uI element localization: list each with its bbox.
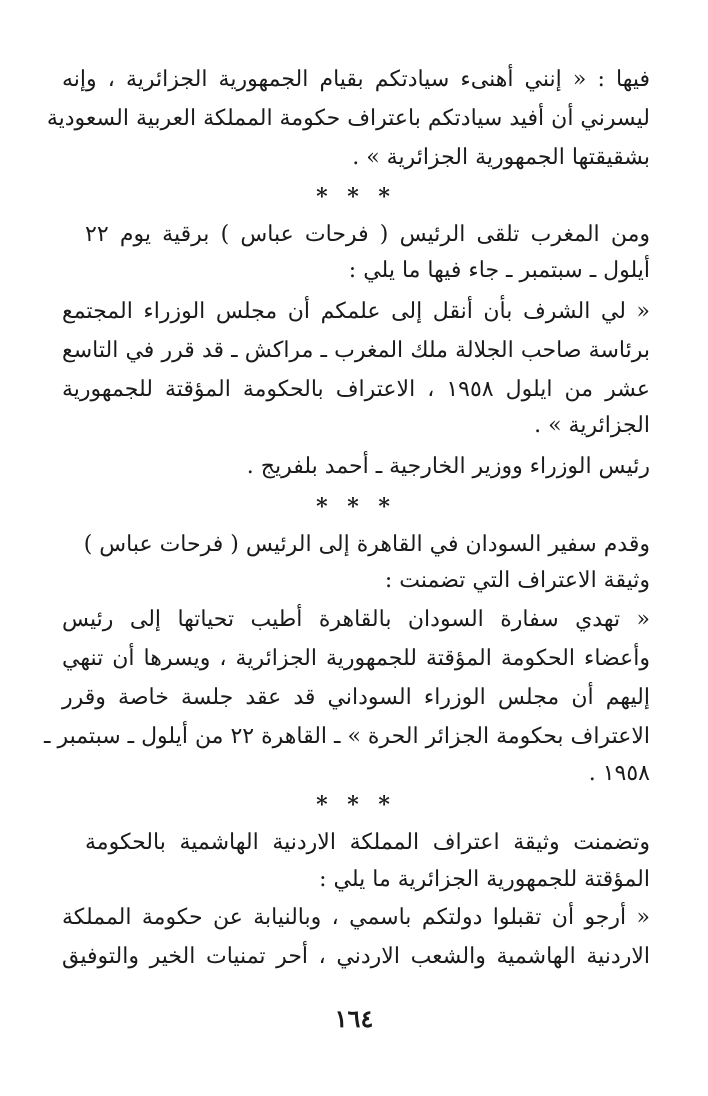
section-separator: * * * (316, 792, 396, 818)
text-line: وثيقة الاعتراف التي تضمنت : (384, 568, 650, 593)
text-line: وأعضاء الحكومة المؤقتة للجمهورية الجزائرية ، ويسرها أن تنهي (62, 646, 650, 671)
text-line: فيها : « إنني أهنىء سيادتكم بقيام الجمهورية الجزائرية ، وإنه (62, 67, 650, 92)
text-line: « لي الشرف بأن أنقل إلى علمكم أن مجلس الوزراء المجتمع (62, 299, 650, 324)
text-line: برئاسة صاحب الجلالة ملك المغرب ـ مراكش ـ قد قرر في التاسع (62, 338, 650, 363)
text-line: الاردنية الهاشمية والشعب الاردني ، أحر تمنيات الخير والتوفيق (62, 944, 650, 969)
text-line: وتضمنت وثيقة اعتراف المملكة الاردنية الهاشمية بالحكومة (85, 830, 650, 855)
text-line: ليسرني أن أفيد سيادتكم باعتراف حكومة المملكة العربية السعودية (46, 106, 650, 131)
page-number: ١٦٤ (334, 1004, 374, 1033)
text-line: عشر من ايلول ١٩٥٨ ، الاعتراف بالحكومة المؤقتة للجمهورية (62, 377, 650, 402)
text-line: « أرجو أن تقبلوا دولتكم باسمي ، وبالنيابة عن حكومة المملكة (62, 905, 650, 930)
text-line: إليهم أن مجلس الوزراء السوداني قد عقد جلسة خاصة وقرر (62, 685, 650, 710)
text-line: أيلول ـ سبتمبر ـ جاء فيها ما يلي : (348, 258, 650, 283)
text-line: وقدم سفير السودان في القاهرة إلى الرئيس ( فرحات عباس ) (83, 532, 650, 557)
text-line: المؤقتة للجمهورية الجزائرية ما يلي : (319, 867, 650, 892)
text-line: « تهدي سفارة السودان بالقاهرة أطيب تحياتها إلى رئيس (62, 607, 650, 632)
text-line: ومن المغرب تلقى الرئيس ( فرحات عباس ) برقية يوم ٢٢ (85, 222, 650, 247)
signature-line: رئيس الوزراء ووزير الخارجية ـ أحمد بلفريج . (246, 454, 650, 479)
section-separator: * * * (316, 494, 396, 520)
text-line: بشقيقتها الجمهورية الجزائرية » . (352, 145, 650, 170)
text-line: ١٩٥٨ . (588, 761, 650, 786)
text-line: الجزائرية » . (534, 413, 650, 438)
text-line: الاعتراف بحكومة الجزائر الحرة » ـ القاهرة ٢٢ من أيلول ـ سبتمبر ـ (44, 724, 650, 749)
section-separator: * * * (316, 184, 396, 210)
